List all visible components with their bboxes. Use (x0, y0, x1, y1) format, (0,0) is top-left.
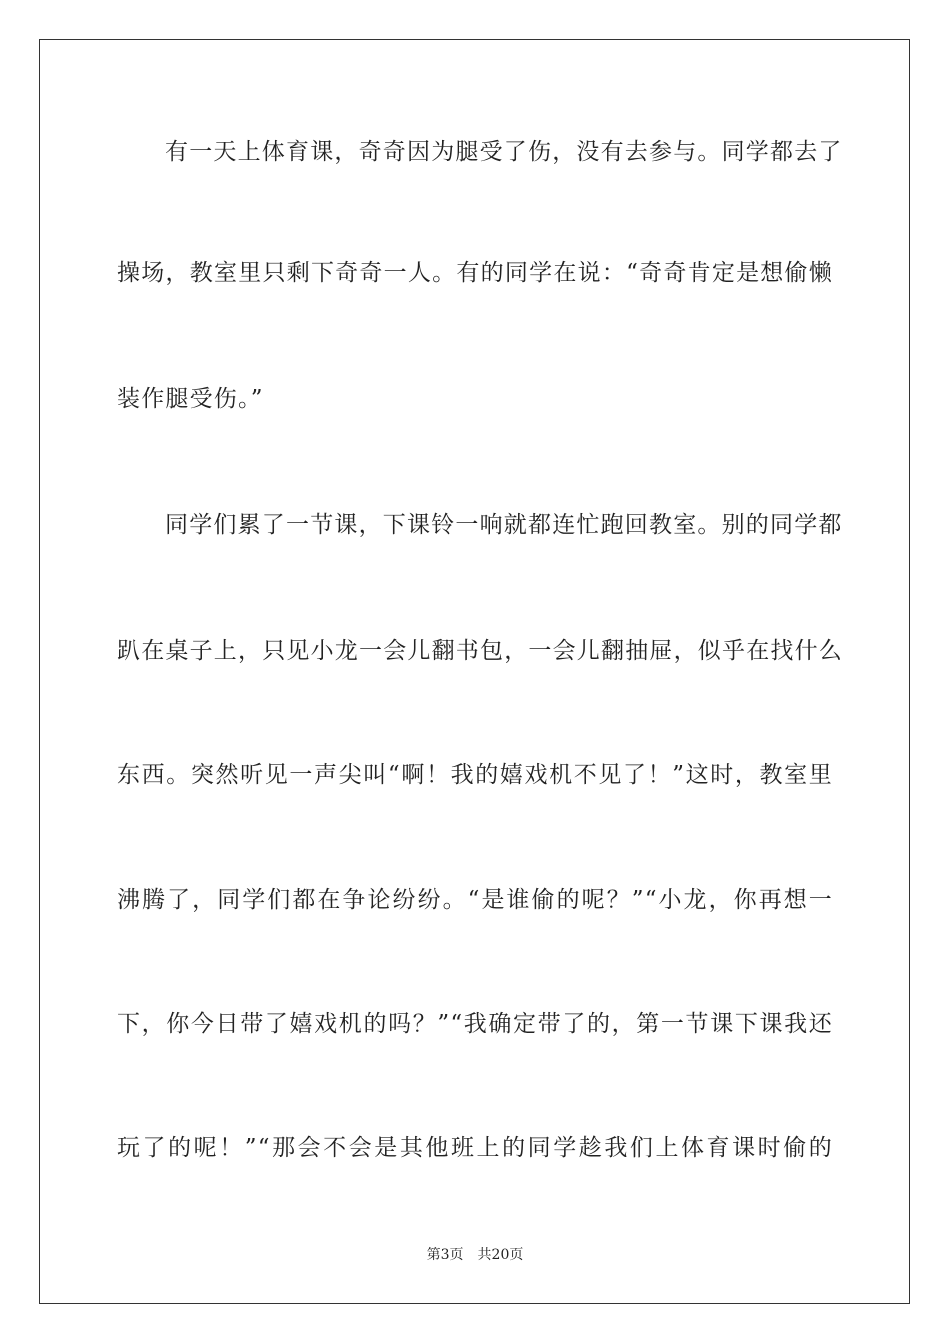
page-number: 第3页 (426, 1247, 464, 1263)
paragraph-2-line-6: 玩了的呢！”“那会不会是其他班上的同学趁我们上体育课时偷的 (117, 1135, 833, 1161)
paragraph-2-line-3: 东西。突然听见一声尖叫“啊！我的嬉戏机不见了！”这时，教室里 (117, 762, 833, 788)
paragraph-1-line-1: 有一天上体育课，奇奇因为腿受了伤，没有去参与。同学都去了 (165, 139, 843, 165)
paragraph-2-line-5: 下，你今日带了嬉戏机的吗？”“我确定带了的，第一节课下课我还 (117, 1011, 833, 1037)
page-border (39, 39, 910, 1304)
paragraph-2-line-4: 沸腾了，同学们都在争论纷纷。“是谁偷的呢？”“小龙，你再想一 (117, 887, 833, 913)
page-total: 共20页 (477, 1247, 524, 1263)
paragraph-2-line-2: 趴在桌子上，只见小龙一会儿翻书包，一会儿翻抽屉，似乎在找什么 (117, 638, 843, 664)
paragraph-1-line-3: 装作腿受伤。” (117, 386, 264, 412)
paragraph-1-line-2: 操场，教室里只剩下奇奇一人。有的同学在说：“奇奇肯定是想偷懒 (117, 260, 833, 286)
paragraph-2-line-1: 同学们累了一节课，下课铃一响就都连忙跑回教室。别的同学都 (165, 512, 843, 538)
page-footer (0, 1246, 950, 1264)
